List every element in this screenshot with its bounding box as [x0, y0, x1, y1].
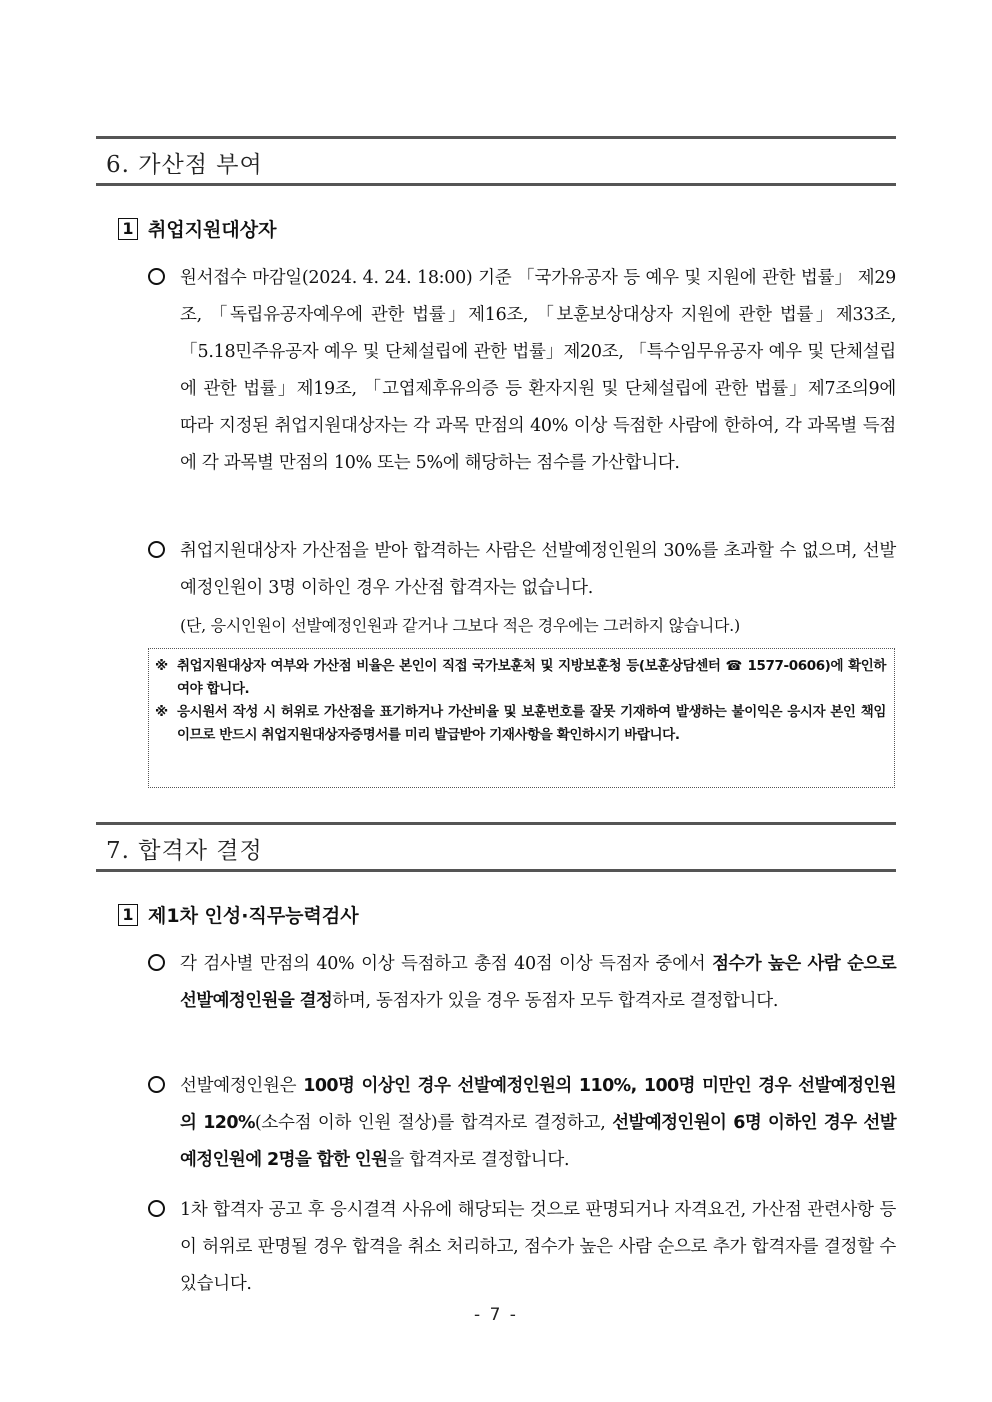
circle-bullet-icon	[148, 541, 165, 558]
reference-mark-icon: ※	[155, 704, 168, 720]
bullet-text-paren: (단, 응시인원이 선발예정인원과 같거나 그보다 적은 경우에는 그러하지 않습니다.)	[180, 616, 740, 635]
section-6-title: 6. 가산점 부여	[106, 152, 263, 178]
subsection-title: 취업지원대상자	[148, 219, 277, 241]
subsection-7-1-header	[118, 901, 359, 928]
section-7-header	[96, 822, 896, 872]
circle-bullet-icon	[148, 1200, 165, 1217]
bullet-text	[180, 533, 896, 645]
notice-line	[155, 701, 886, 747]
subsection-6-1-header	[118, 215, 276, 242]
bullet-text-bold: 선발예정인원이 6명 이하인 경우 선발예정인원에 2명을 합한 인원	[180, 1113, 896, 1170]
page-number: - 7 -	[474, 1305, 518, 1325]
bullet-item	[148, 1068, 898, 1183]
bullet-text-bold: 점수가 높은 사람 순으로 선발예정인원을 결정	[180, 954, 897, 1011]
bullet-text-part: 선발예정인원은	[180, 1076, 304, 1096]
subsection-number-box: 1	[118, 904, 138, 926]
bullet-text-part: (소수점 이하 인원 절상)를 합격자로 결정하고,	[254, 1113, 613, 1133]
bullet-text: 원서접수 마감일(2024. 4. 24. 18:00) 기준 「국가유공자 등 예우 및 지원에 관한 법률」 제29조, 「독립유공자예우에 관한 법률」제16조, 「보훈보상대상자 지원에 관한 법률」제33조, 「5.18민주유공자 예우 및 단체설립에 관한 법률」제20조, 「특수임무유공자 예우 및 단체설립에 관한 법률」제19조, 「고엽제후유의증 등 환자지원 및 단체설립에 관한 법률」제7조의9에 따라 지정된 취업지원대상자는 각 과목 만점의 40% 이상 득점한 사람에 한하여, 각 과목별 득점에 각 과목별 만점의 10% 또는 5%에 해당하는 점수를 가산합니다.	[180, 268, 896, 473]
subsection-number-box: 1	[118, 218, 138, 240]
reference-mark-icon: ※	[155, 658, 168, 674]
circle-bullet-icon	[148, 1076, 165, 1093]
notice-text: 응시원서 작성 시 허위로 가산점을 표기하거나 가산비율 및 보훈번호를 잘못 기재하여 발생하는 불이익은 응시자 본인 책임이므로 반드시 취업지원대상자증명서를 미리 발급받아 기재사항을 확인하시기 바랍니다.	[177, 704, 886, 743]
bullet-text-bold: 100명 이상인 경우 선발예정인원의 110%, 100명 미만인 경우 선발예정인원의 120%	[180, 1076, 896, 1133]
section-6-header	[96, 136, 896, 186]
circle-bullet-icon	[148, 954, 165, 971]
circle-bullet-icon	[148, 268, 165, 285]
notice-line	[155, 655, 886, 701]
bullet-text-part: 하며, 동점자가 있을 경우 동점자 모두 합격자로 결정합니다.	[332, 991, 779, 1011]
bullet-text	[180, 946, 896, 1020]
bullet-item	[148, 533, 898, 648]
section-7-title: 7. 합격자 결정	[106, 838, 263, 864]
bullet-text-part: 을 합격자로 결정합니다.	[387, 1150, 570, 1170]
notice-text: 취업지원대상자 여부와 가산점 비율은 본인이 직접 국가보훈처 및 지방보훈청 등(보훈상담센터 ☎ 1577-0606)에 확인하여야 합니다.	[177, 658, 886, 697]
bullet-item	[148, 1192, 898, 1307]
notice-box	[148, 648, 895, 788]
bullet-text: 1차 합격자 공고 후 응시결격 사유에 해당되는 것으로 판명되거나 자격요건, 가산점 관련사항 등이 허위로 판명될 경우 합격을 취소 처리하고, 점수가 높은 사람 순으로 추가 합격자를 결정할 수 있습니다.	[180, 1200, 896, 1294]
bullet-text	[180, 1068, 896, 1179]
bullet-text-part: 각 검사별 만점의 40% 이상 득점하고 총점 40점 이상 득점자 중에서	[180, 954, 713, 974]
bullet-item	[148, 946, 898, 1061]
subsection-title: 제1차 인성·직무능력검사	[148, 905, 359, 927]
bullet-item	[148, 260, 898, 520]
bullet-text-main: 취업지원대상자 가산점을 받아 합격하는 사람은 선발예정인원의 30%를 초과할 수 없으며, 선발예정인원이 3명 이하인 경우 가산점 합격자는 없습니다.	[180, 541, 896, 598]
